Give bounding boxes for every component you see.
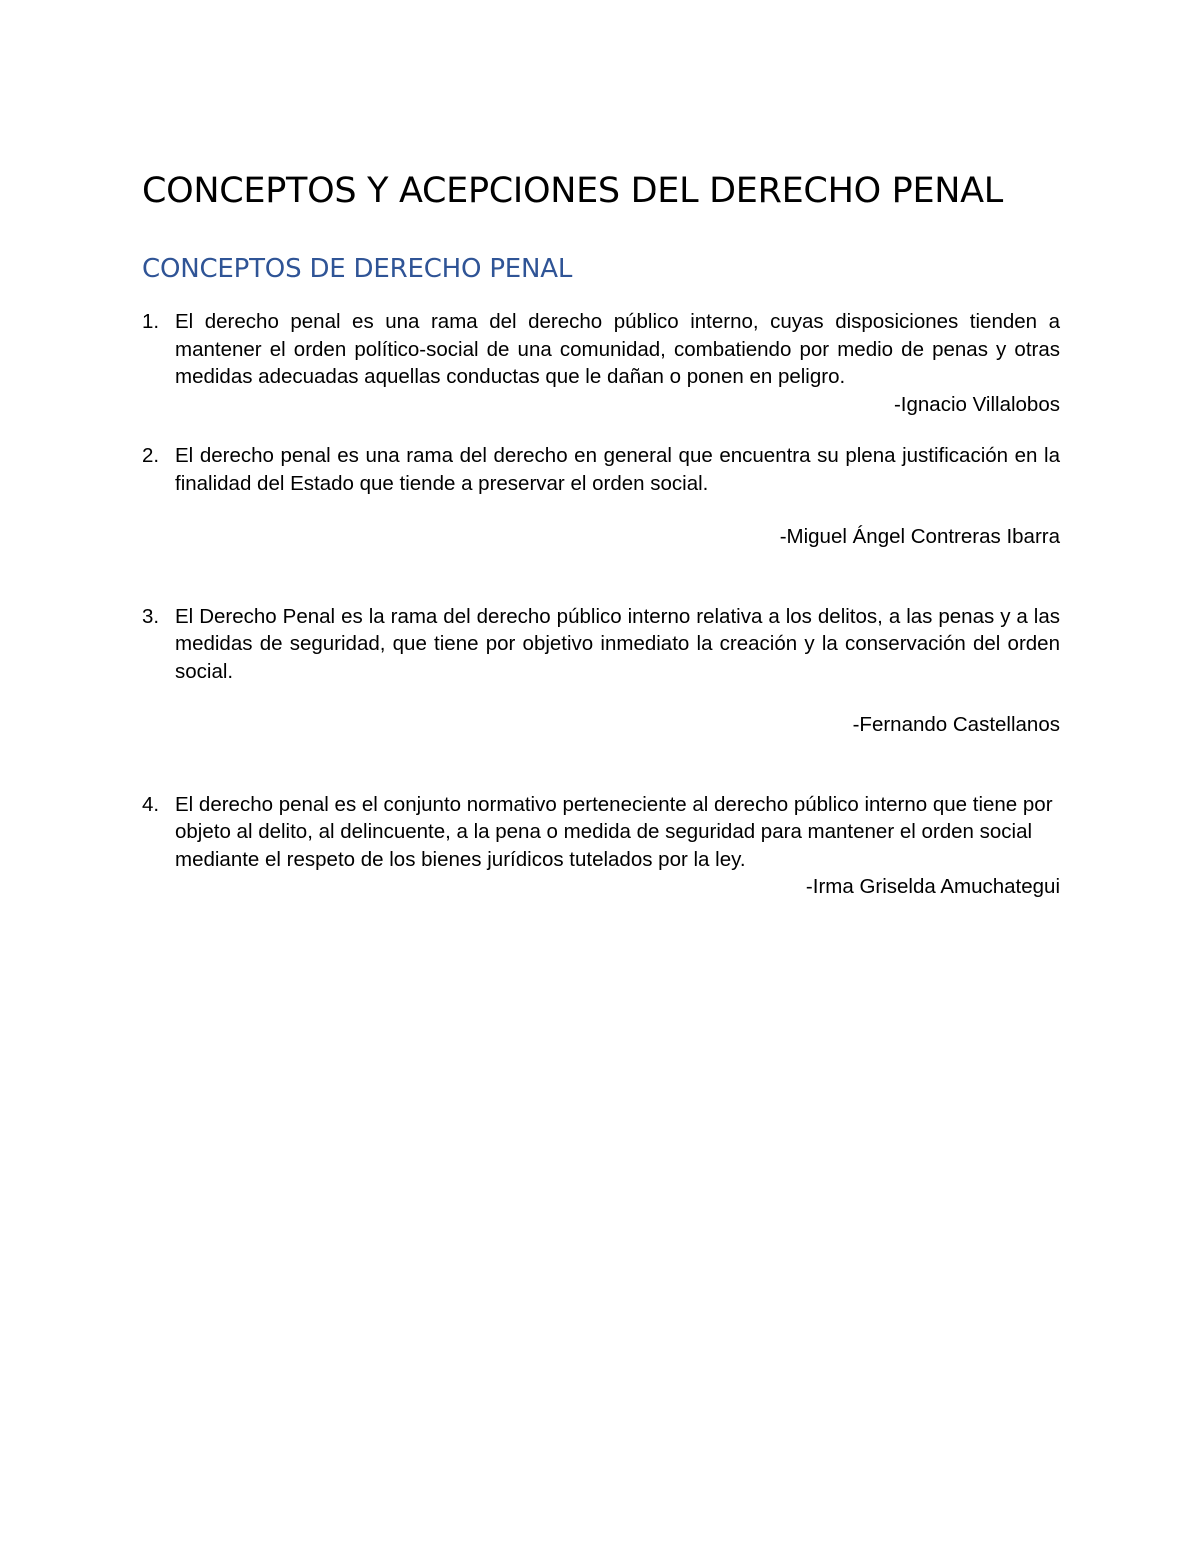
concept-item-4: [142, 791, 1060, 901]
concept-item-1: [142, 308, 1060, 418]
concepts-list: [142, 308, 1060, 901]
concept-text: El derecho penal es una rama del derecho público interno, cuyas disposiciones tienden a mantener el orden político-social de una comunidad, combatiendo por medio de penas y otras medidas adecuadas aquellas conductas que le dañan o ponen en peligro.: [175, 310, 1060, 388]
concept-number: 3.: [142, 604, 160, 628]
document-page: [142, 168, 1060, 901]
concept-author: -Fernando Castellanos: [852, 713, 1060, 736]
concept-number: 4.: [142, 792, 160, 816]
document-title: CONCEPTOS Y ACEPCIONES DEL DERECHO PENAL: [142, 171, 1004, 211]
concept-author: -Irma Griselda Amuchategui: [805, 875, 1060, 898]
concept-text: El Derecho Penal es la rama del derecho público interno relativa a los delitos, a las penas y a las medidas de seguridad, que tiene por objetivo inmediato la creación y la conservación del orden social.: [175, 604, 1060, 683]
concept-item-3: [142, 603, 1060, 739]
concept-author: -Miguel Ángel Contreras Ibarra: [779, 525, 1060, 548]
concept-number: 2.: [142, 444, 160, 467]
concept-author: -Ignacio Villalobos: [893, 392, 1060, 416]
concept-text: El derecho penal es el conjunto normativo perteneciente al derecho público interno que tiene por objeto al delito, al delincuente, a la pena o medida de seguridad para mantener el orden social mediante el respeto de los bienes jurídicos tutelados por la ley.: [175, 792, 1053, 871]
concept-item-2: [142, 442, 1060, 551]
concept-text: El derecho penal es una rama del derecho en general que encuentra su plena justificación en la finalidad del Estado que tiende a preservar el orden social.: [175, 444, 1060, 495]
concept-number: 1.: [142, 310, 160, 333]
section-heading: CONCEPTOS DE DERECHO PENAL: [142, 254, 573, 284]
